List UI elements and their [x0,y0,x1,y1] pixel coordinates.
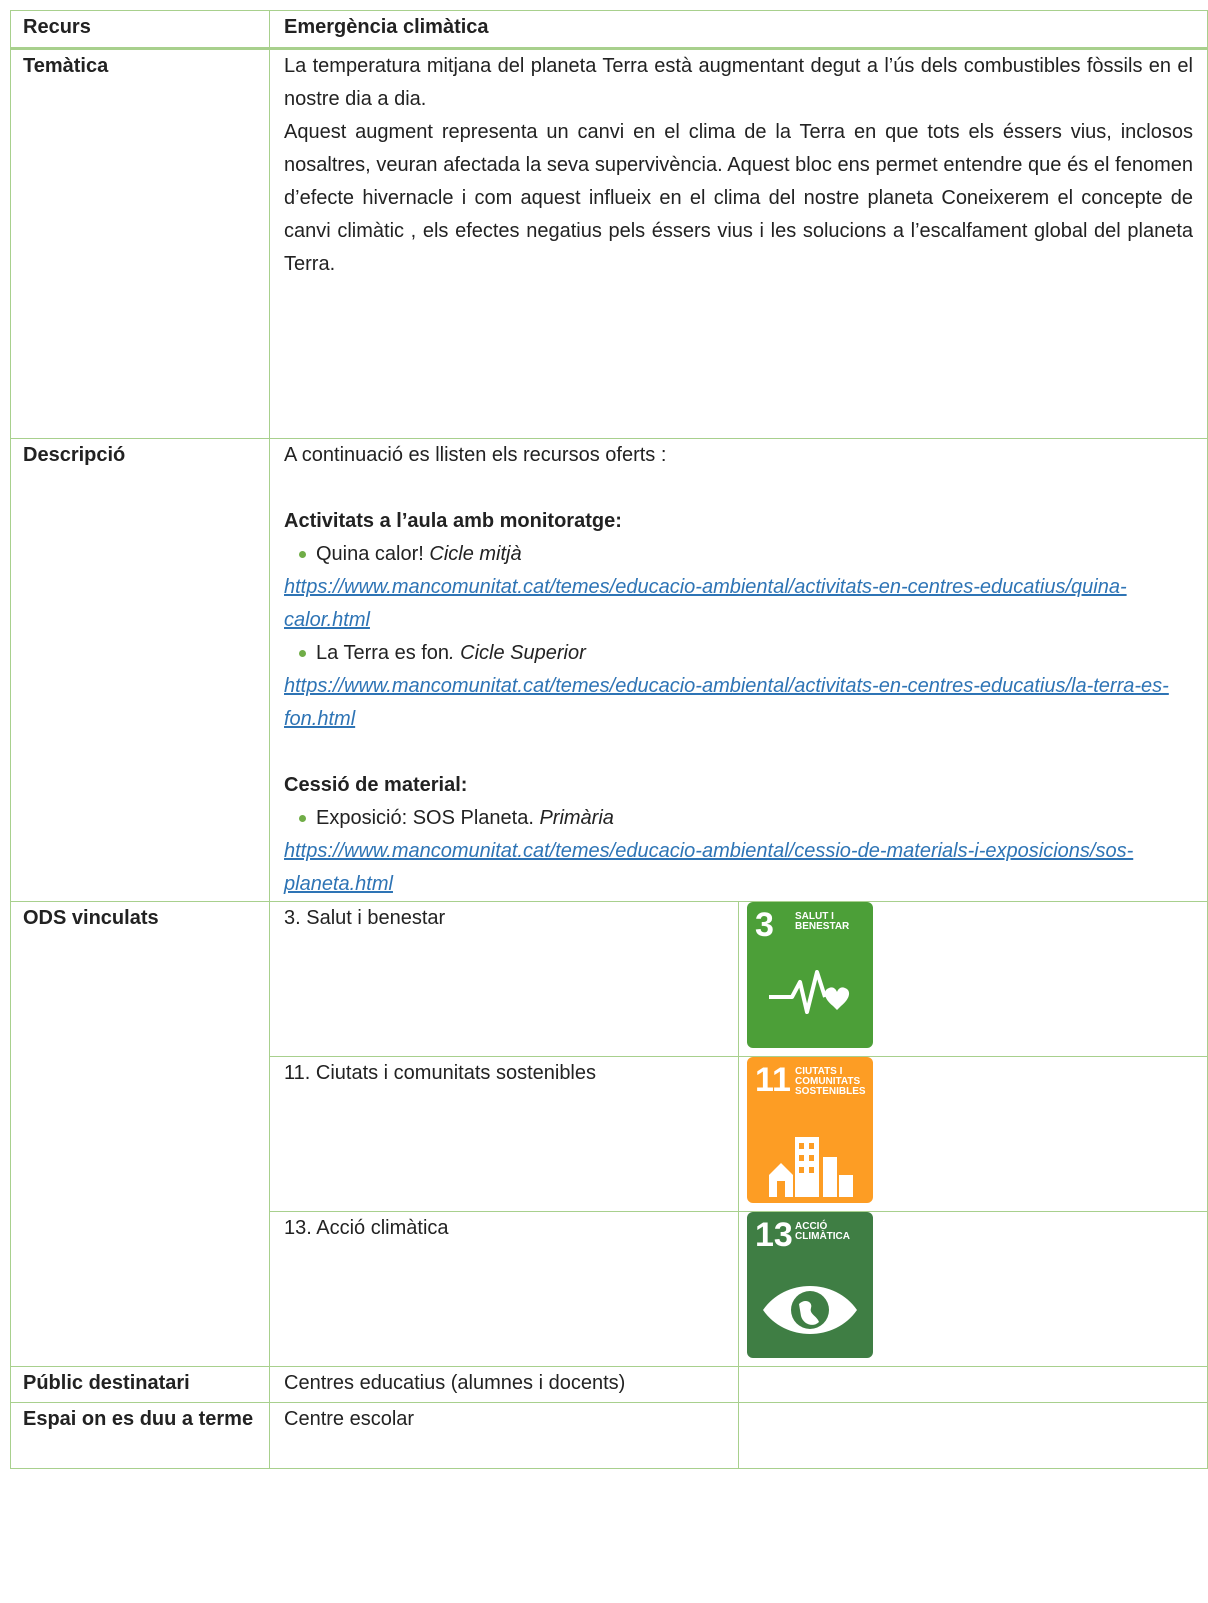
public-label: Públic destinatari [11,1367,270,1403]
header-value: Emergència climàtica [270,11,1208,49]
item-name: Exposició: SOS Planeta. [316,807,540,829]
sos-planeta-link[interactable]: https://www.mancomunitat.cat/temes/educacio-ambiental/cessio-de-materials-i-exposicions/sos-planeta.html [284,840,1134,895]
list-item [284,802,1193,835]
tematica-content [270,49,1208,439]
espai-label: Espai on es duu a terme [11,1403,270,1469]
sdg-11-icon [747,1057,873,1203]
tematica-paragraph-1: La temperatura mitjana del planeta Terra està augmentant degut a l’ús dels combustibles fòssils en el nostre dia a dia. [284,55,1193,110]
espai-value: Centre escolar [270,1403,739,1469]
header-label: Recurs [11,11,270,49]
ods-icon-cell [739,1057,1208,1212]
section-activitats-title: Activitats a l’aula amb monitoratge: [284,510,622,532]
sdg-title: ACCIÓ CLIMÀTICA [795,1221,850,1242]
tematica-row [11,49,1208,439]
ods-item-text: 3. Salut i benestar [270,902,739,1057]
ods-label: ODS vinculats [11,902,270,1367]
descripcio-intro: A continuació es llisten els recursos oferts : [284,444,667,466]
ods-icon-cell [739,902,1208,1057]
espai-row [11,1403,1208,1469]
ods-item-text: 11. Ciutats i comunitats sostenibles [270,1057,739,1212]
descripcio-label: Descripció [11,439,270,902]
sdg-13-icon [747,1212,873,1358]
list-item [284,538,1193,571]
quina-calor-link[interactable]: https://www.mancomunitat.cat/temes/educacio-ambiental/activitats-en-centres-educatius/quina-calor.html [284,576,1127,631]
item-level: . Cicle Superior [449,642,586,664]
empty-cell [739,1403,1208,1469]
item-level: Primària [539,807,614,829]
ods-row-1 [11,902,1208,1057]
header-row [11,11,1208,49]
sdg-number: 3 [755,906,774,944]
empty-cell [739,1367,1208,1403]
item-name: La Terra es fon [316,642,450,664]
sdg-number: 13 [755,1216,793,1254]
resource-table [10,10,1208,1469]
ods-item-text: 13. Acció climàtica [270,1212,739,1367]
resource-sheet [10,10,1208,1469]
la-terra-es-fon-link[interactable]: https://www.mancomunitat.cat/temes/educacio-ambiental/activitats-en-centres-educatius/la-terra-es-fon.html [284,675,1169,730]
item-level: Cicle mitjà [429,543,522,565]
item-name: Quina calor! [316,543,430,565]
ods-icon-cell [739,1212,1208,1367]
public-value: Centres educatius (alumnes i docents) [270,1367,739,1403]
section-cessio-title: Cessió de material: [284,774,468,796]
sdg-title: SALUT I BENESTAR [795,911,850,932]
list-item [284,637,1193,670]
descripcio-content [270,439,1208,902]
sdg-number: 11 [755,1061,791,1099]
tematica-label: Temàtica [11,49,270,439]
public-row [11,1367,1208,1403]
descripcio-row [11,439,1208,902]
tematica-paragraph-2: Aquest augment representa un canvi en el clima de la Terra en que tots els éssers vius, inclosos nosaltres, veuran afectada la seva supervivència. Aquest bloc ens permet entendre que és el fenomen d’efecte hivernacle i com aquest influeix en el clima del nostre planeta Coneixerem el concepte de canvi climàtic , els efectes negatius pels éssers vius i les solucions a l’escalfament global del planeta Terra. [284,121,1193,275]
sdg-title: CIUTATS I COMUNITATS SOSTENIBLES [795,1066,866,1097]
sdg-3-icon [747,902,873,1048]
